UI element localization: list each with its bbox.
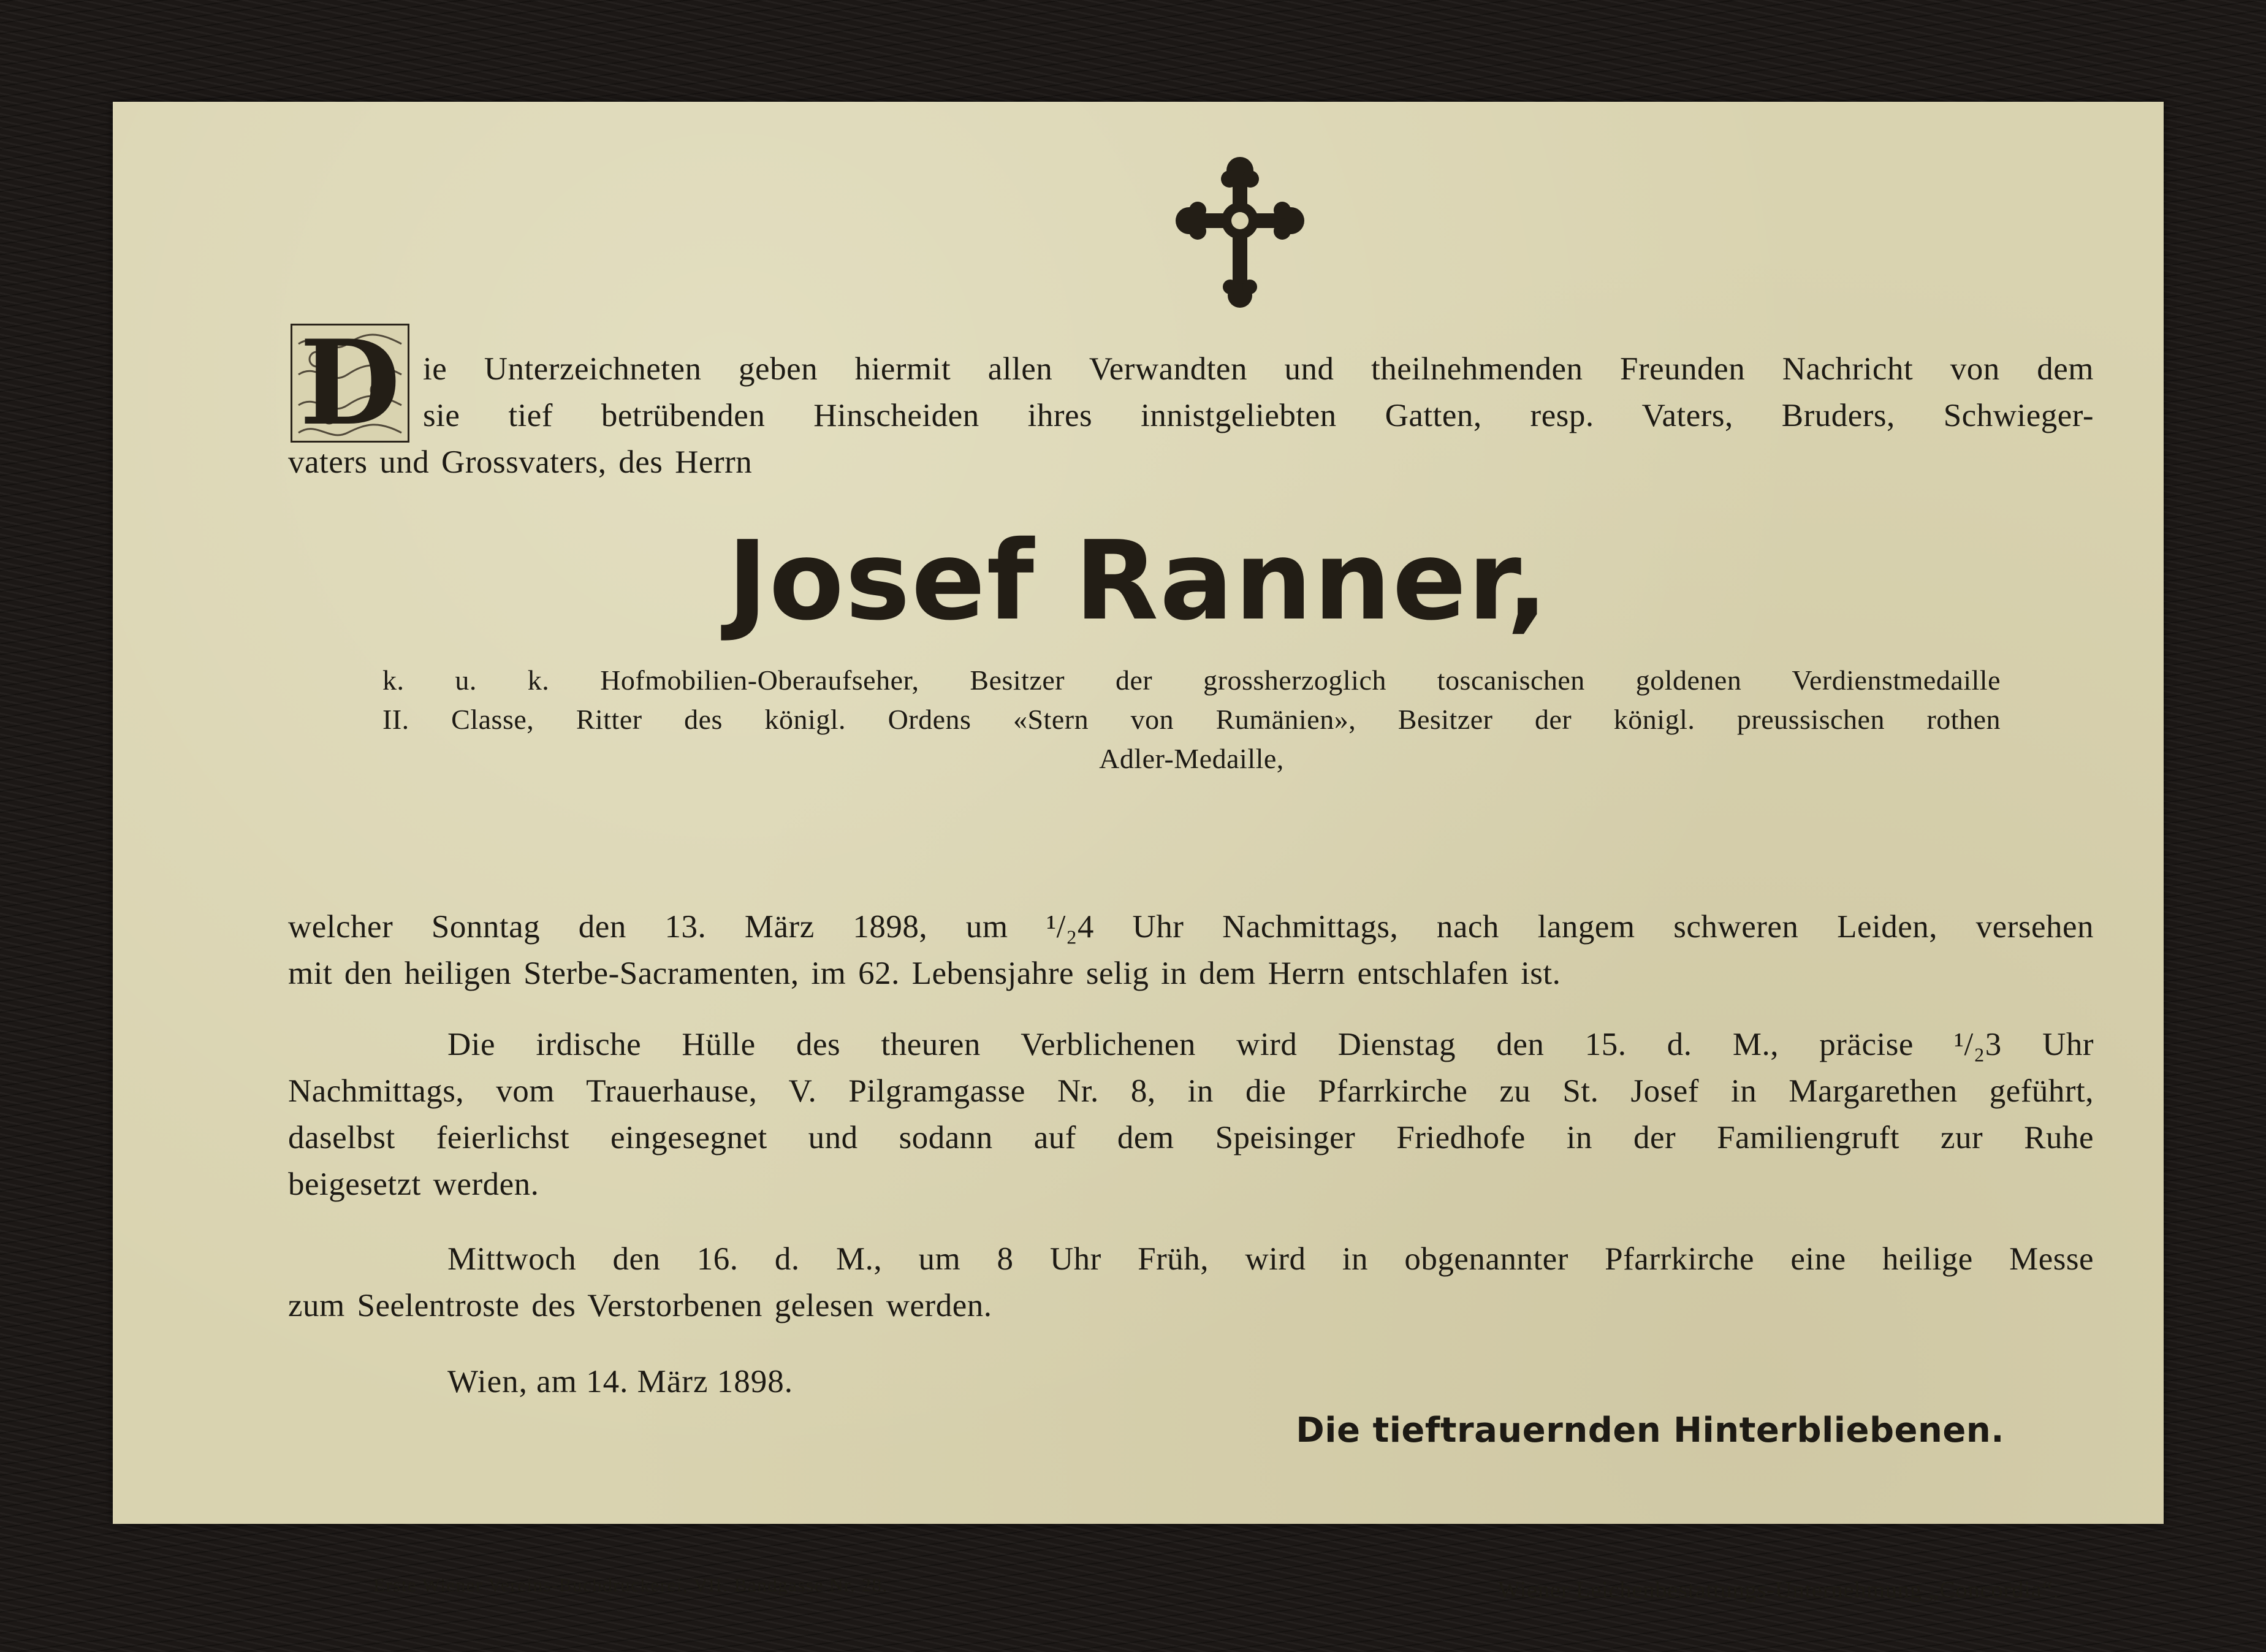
death-notice-card: [113, 102, 2164, 1603]
funeral-paragraph: [288, 1021, 2094, 1208]
death-paragraph: [288, 904, 2094, 997]
funeral-line-3: daselbst feierlichst eingesegnet und sodann auf dem Speisinger Friedhofe in der Familiengruft zur Ruhe: [288, 1120, 2094, 1155]
initial-letter: D: [299, 314, 401, 451]
intro-line-1: ie Unterzeichneten geben hiermit allen Verwandten und theilnehmenden Freunden Nachricht von dem: [423, 351, 2094, 387]
deceased-name: Josef Ranner,: [727, 517, 1549, 644]
undertaker-imprint: Wiener Leichenbestattungs-Unternehmung „Concordia“.: [1498, 1577, 2059, 1603]
title-line-3: Adler-Medaille,: [1099, 743, 1284, 774]
intro-paragraph: [288, 346, 2094, 485]
funeral-line-4: beigesetzt werden.: [288, 1167, 539, 1202]
intro-line-2: sie tief betrübenden Hinscheiden ihres innistgeliebten Gatten, resp. Vaters, Bruders, Schwieger-: [423, 398, 2094, 433]
mass-line-2: zum Seelentroste des Verstorbenen gelesen werden.: [288, 1288, 992, 1323]
funeral-line-2: Nachmittags, vom Trauerhause, V. Pilgramgasse Nr. 8, in die Pfarrkirche zu St. Josef in Margarethen geführt,: [288, 1073, 2094, 1109]
title-line-2: II. Classe, Ritter des königl. Ordens «Stern von Rumänien», Besitzer der königl. preussischen rothen: [382, 704, 2001, 735]
deceased-titles: [382, 661, 2001, 778]
printer-imprint: Erste Wiener Vereins-Buchdruckerei, VII. Bandgasse Nr. 28.: [373, 1574, 888, 1596]
title-line-1: k. u. k. Hofmobilien-Oberaufseher, Besitzer der grossherzoglich toscanischen goldenen Verdienstmedaille: [382, 664, 2001, 696]
signature: Die tieftrauernden Hinterbliebenen.: [1296, 1410, 2004, 1450]
death-line-1: welcher Sonntag den 13. März 1898, um ¹/₂4 Uhr Nachmittags, nach langem schweren Leiden, versehen: [288, 909, 2094, 945]
mass-line-1: Mittwoch den 16. d. M., um 8 Uhr Früh, wird in obgenannter Pfarrkirche eine heilige Messe: [447, 1241, 2094, 1277]
budded-cross-icon: [1176, 157, 1304, 310]
mass-paragraph: [288, 1236, 2094, 1329]
intro-line-3: vaters und Grossvaters, des Herrn: [288, 444, 753, 480]
death-line-2: mit den heiligen Sterbe-Sacramenten, im 62. Lebensjahre selig in dem Herrn entschlafen ist.: [288, 956, 1561, 991]
place-date: Wien, am 14. März 1898.: [447, 1364, 793, 1399]
funeral-line-1: Die irdische Hülle des theuren Verblichenen wird Dienstag den 15. d. M., präcise ¹/₂3 Uhr: [447, 1027, 2094, 1062]
